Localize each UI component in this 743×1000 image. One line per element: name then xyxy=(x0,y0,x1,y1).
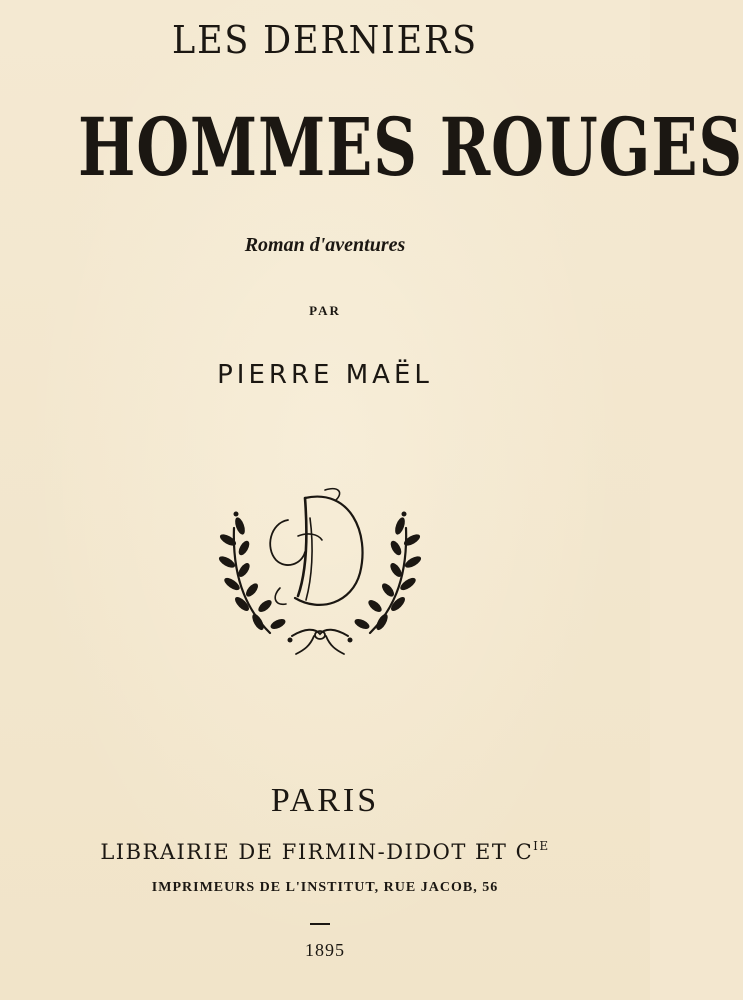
laurel-wreath-monogram-icon xyxy=(210,478,430,668)
publisher-suffix: IE xyxy=(533,839,550,853)
publication-city: PARIS xyxy=(270,782,380,819)
main-title: HOMMES ROUGES xyxy=(78,100,743,194)
publication-year: 1895 xyxy=(305,940,345,960)
printer-line: IMPRIMEURS DE L'INSTITUT, RUE JACOB, 56 xyxy=(151,880,499,895)
publisher-name xyxy=(0,840,650,864)
publisher-text: LIBRAIRIE DE FIRMIN-DIDOT ET C xyxy=(100,840,534,864)
subtitle: Roman d'aventures xyxy=(244,234,406,256)
series-title: LES DERNIERS xyxy=(172,18,478,62)
divider-rule xyxy=(310,923,330,925)
author-name: PIERRE MAËL xyxy=(217,360,433,390)
by-label: PAR xyxy=(309,303,341,318)
